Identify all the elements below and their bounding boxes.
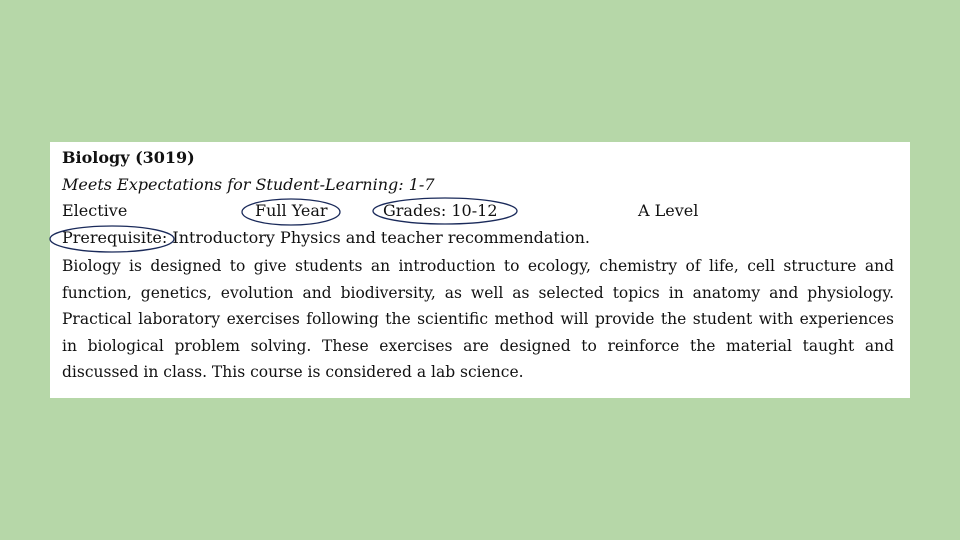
prerequisite-label: Prerequisite:	[62, 228, 168, 247]
course-title: Biology (3019)	[62, 148, 195, 167]
course-description: Biology is designed to give students an introduction to ecology, chemistry of life, cell structure and function, genetics, evolution and biodiversity, as well as selected topics in anatomy and physiology. Practical laboratory exercises following the scientific method will provide the student with experiences in biological problem solving. These exercises are designed to reinforce the material taught and discussed in class. This course is considered a lab science.	[62, 257, 894, 382]
course-type: Elective	[62, 201, 128, 220]
course-duration: Full Year	[255, 201, 328, 220]
prerequisite-text: Introductory Physics and teacher recommendation.	[167, 228, 590, 247]
course-level: A Level	[638, 201, 699, 220]
course-grades: Grades: 10-12	[383, 201, 498, 220]
meets-expectations: Meets Expectations for Student-Learning: 1-7	[62, 175, 435, 194]
course-description-card	[50, 142, 910, 398]
course-meta-row	[62, 201, 910, 223]
prerequisite-line	[62, 228, 590, 248]
